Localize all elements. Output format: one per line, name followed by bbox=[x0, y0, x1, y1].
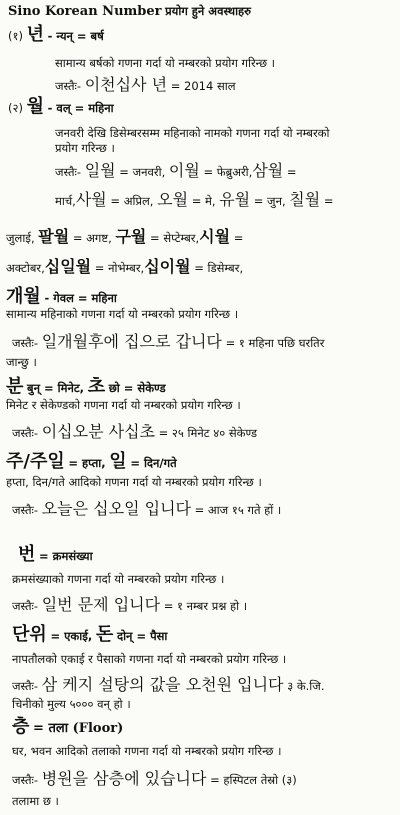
section-7-heading: 단위 = एकाई, 돈 दोन् = पैसा bbox=[12, 624, 168, 645]
section-1-heading: (१) 년 - न्यन् = बर्ष bbox=[8, 24, 104, 45]
section-4-example: जस्तैः- 이십오분 사십초 = २५ मिनेट ४० सेकेण्ड bbox=[12, 422, 258, 441]
section-4-description: मिनेट र सेकेण्डको गणना गर्दा यो नम्बरको प्रयोग गरिन्छ । bbox=[6, 398, 241, 412]
section-8-heading: 층 = तला (Floor) bbox=[12, 716, 124, 737]
section-3-heading: 개월 - गेवल = महिना bbox=[6, 286, 117, 307]
section-4-heading: 분 बुन् = मिनेट, 초 छो = सेकेण्ड bbox=[6, 376, 166, 397]
months-line-2: मार्च,사월 = अप्रिल, 오월 = मे, 유월 = जुन, 칠월 = bbox=[55, 190, 334, 209]
section-3-example-continued: जान्छु । bbox=[6, 355, 37, 369]
section-8-description: घर, भवन आदिको तलाको गणना गर्दा यो नम्बरको प्रयोग गरिन्छ । bbox=[12, 744, 282, 758]
section-7-example-continued: चिनीको मुल्य ५००० वन् हो । bbox=[12, 697, 131, 711]
section-6-heading: 번 = क्रमसंख्या bbox=[18, 544, 93, 565]
section-1-example: जस्तैः- 이천십사 년 = 2014 साल bbox=[55, 75, 236, 94]
section-5-description: हप्ता, दिन/गते आदिको गणना गर्दा यो नम्बरको प्रयोग गरिन्छ । bbox=[6, 475, 262, 489]
section-3-example: जस्तैः- 일개월후에 집으로 갑니다 = १ महिना पछि घरतिर bbox=[12, 332, 325, 351]
section-2-heading: (२) 월 - वल् = महिना bbox=[8, 96, 114, 117]
section-1-description: सामान्य बर्षको गणना गर्दा यो नम्बरको प्रयोग गरिन्छ । bbox=[55, 56, 276, 70]
months-line-3: जुलाई, 팔월 = अगष्ट, 구월 = सेप्टेम्बर,시월 = bbox=[6, 227, 244, 246]
section-2-description-line-1: जनवरी देखि डिसेम्बरसम्म महिनाको नामको गणना गर्दा यो नम्बरको bbox=[55, 126, 330, 140]
section-8-example-continued: तलामा छ । bbox=[12, 794, 59, 808]
page-title: Sino Korean Number प्रयोग हुने अवस्थाहरु bbox=[8, 4, 252, 19]
section-3-description: सामान्य महिनाको गणना गर्दा यो नम्बरको प्रयोग गरिन्छ । bbox=[6, 307, 239, 321]
section-7-description: नापतौलको एकाई र पैसाको गणना गर्दा यो नम्बरको प्रयोग गरिन्छ । bbox=[12, 652, 287, 666]
section-7-example: जस्तैः- 삼 케지 설탕의 값을 오천원 입니다 ३ के.जि. bbox=[12, 675, 325, 694]
section-5-heading: 주/주일 = हप्ता, 일 = दिन/गते bbox=[6, 451, 177, 472]
section-5-example: जस्तैः- 오늘은 십오일 입니다 = आज १५ गते हों । bbox=[12, 499, 282, 518]
section-6-example: जस्तैः- 일번 문제 입니다 = १ नम्बर प्रश्न हो । bbox=[12, 595, 248, 614]
section-6-description: क्रमसंख्याको गणना गर्दा यो नम्बरको प्रयोग गरिन्छ । bbox=[12, 572, 225, 586]
section-2-description-line-2: प्रयोग गरिन्छ । bbox=[55, 141, 115, 155]
months-line-4: अक्टोबर,십일월 = नोभेम्बर,십이월 = डिसेम्बर, bbox=[6, 257, 244, 276]
section-8-example: जस्तैः- 병원을 삼층에 있습니다 = हस्पिटल तेस्रो (३) bbox=[12, 769, 297, 788]
months-line-1: जस्तैः- 일월 = जनवरी, 이월 = फेब्रुअरी,삼월 = bbox=[55, 161, 297, 180]
